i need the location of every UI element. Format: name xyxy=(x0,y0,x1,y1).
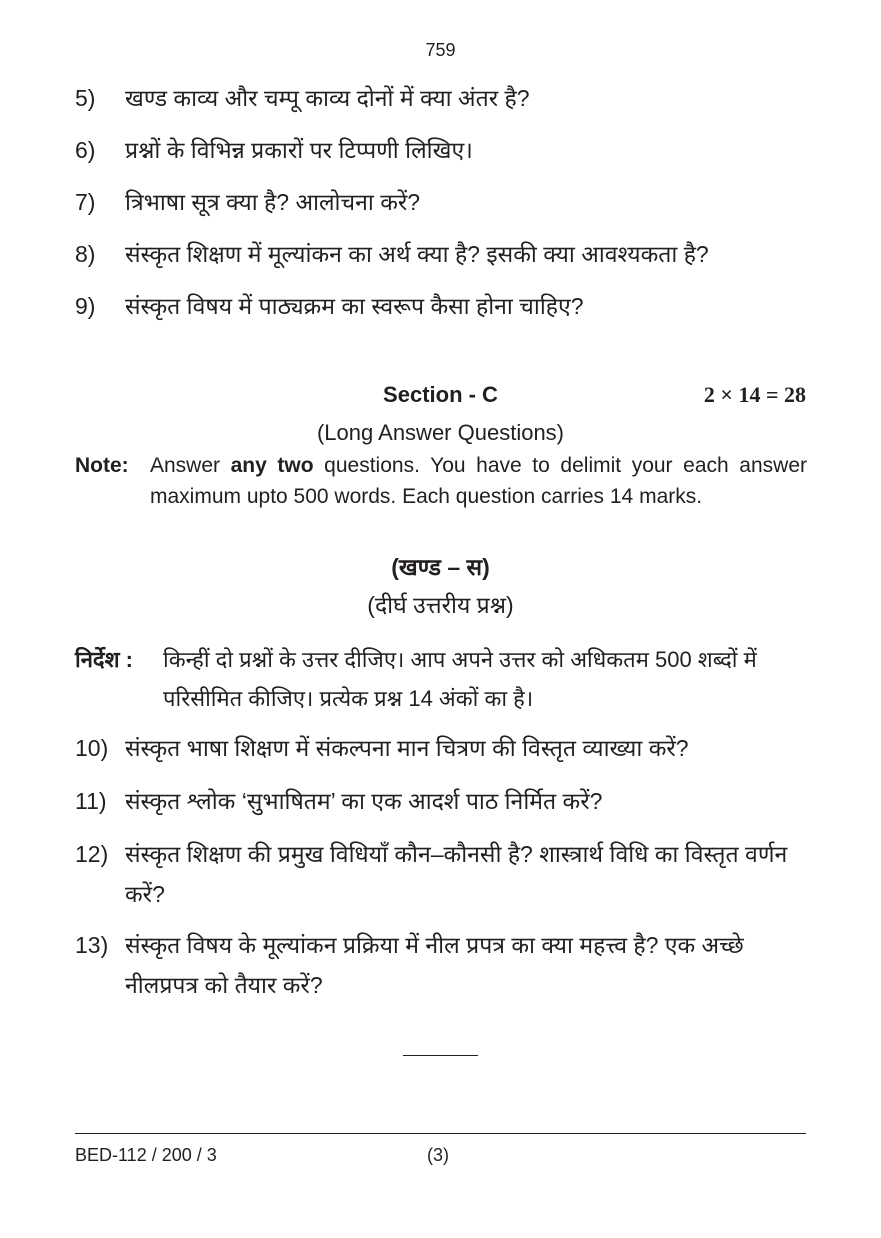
hindi-instruction-label: निर्देश : xyxy=(75,647,133,672)
note-text-pre: Answer xyxy=(150,454,231,477)
question-text: संस्कृत शिक्षण में मूल्यांकन का अर्थ क्या है? इसकी क्या आवश्यकता है? xyxy=(125,241,709,267)
question-number: 9) xyxy=(75,293,96,319)
question-text: संस्कृत शिक्षण की प्रमुख विधियाँ कौन–कौनसी है? शास्त्रार्थ विधि का विस्तृत वर्णन करें? xyxy=(125,841,788,907)
question-text: संस्कृत भाषा शिक्षण में संकल्पना मान चित्रण की विस्तृत व्याख्या करें? xyxy=(125,735,689,761)
note-text-bold: any two xyxy=(230,454,314,477)
end-divider xyxy=(403,1055,478,1056)
footer-divider xyxy=(75,1133,806,1134)
question-text: खण्ड काव्य और चम्पू काव्य दोनों में क्या अंतर है? xyxy=(125,85,530,111)
question-number: 6) xyxy=(75,137,96,163)
question-number: 5) xyxy=(75,85,96,111)
note-text xyxy=(150,450,807,512)
question-text: त्रिभाषा सूत्र क्या है? आलोचना करें? xyxy=(125,189,421,215)
question-number: 11) xyxy=(75,788,107,814)
section-marks: 2 × 14 = 28 xyxy=(703,382,806,407)
section-title: Section - C xyxy=(383,382,498,407)
question-number: 12) xyxy=(75,841,109,867)
question-text: संस्कृत श्लोक ‘सुभाषितम’ का एक आदर्श पाठ निर्मित करें? xyxy=(125,788,603,814)
footer-page-number: (3) xyxy=(427,1145,449,1165)
page-number: 759 xyxy=(425,40,456,60)
note-text-post: questions. You have to delimit your each answer maximum upto 500 words. Each question carries 14 marks. xyxy=(150,454,807,508)
hindi-section-subtitle: (दीर्घ उत्तरीय प्रश्न) xyxy=(367,592,514,618)
footer-paper-code: BED-112 / 200 / 3 xyxy=(75,1145,217,1165)
question-number: 7) xyxy=(75,189,96,215)
question-text: प्रश्नों के विभिन्न प्रकारों पर टिप्पणी लिखिए। xyxy=(125,137,473,163)
section-subtitle: (Long Answer Questions) xyxy=(316,420,565,445)
question-text: संस्कृत विषय के मूल्यांकन प्रक्रिया में नील प्रपत्र का क्या महत्त्व है? एक अच्छे नीलप्रपत्र को तैयार करें? xyxy=(125,932,744,998)
question-text: संस्कृत विषय में पाठ्यक्रम का स्वरूप कैसा होना चाहिए? xyxy=(125,293,584,319)
hindi-instruction-text: किन्हीं दो प्रश्नों के उत्तर दीजिए। आप अपने उत्तर को अधिकतम 500 शब्दों में परिसीमित कीजिए। प्रत्येक प्रश्न 14 अंकों का है। xyxy=(163,647,757,711)
question-number: 13) xyxy=(75,932,109,958)
question-number: 8) xyxy=(75,241,96,267)
hindi-section-title: (खण्ड – स) xyxy=(391,554,490,580)
note-label: Note: xyxy=(75,454,129,477)
question-number: 10) xyxy=(75,735,109,761)
